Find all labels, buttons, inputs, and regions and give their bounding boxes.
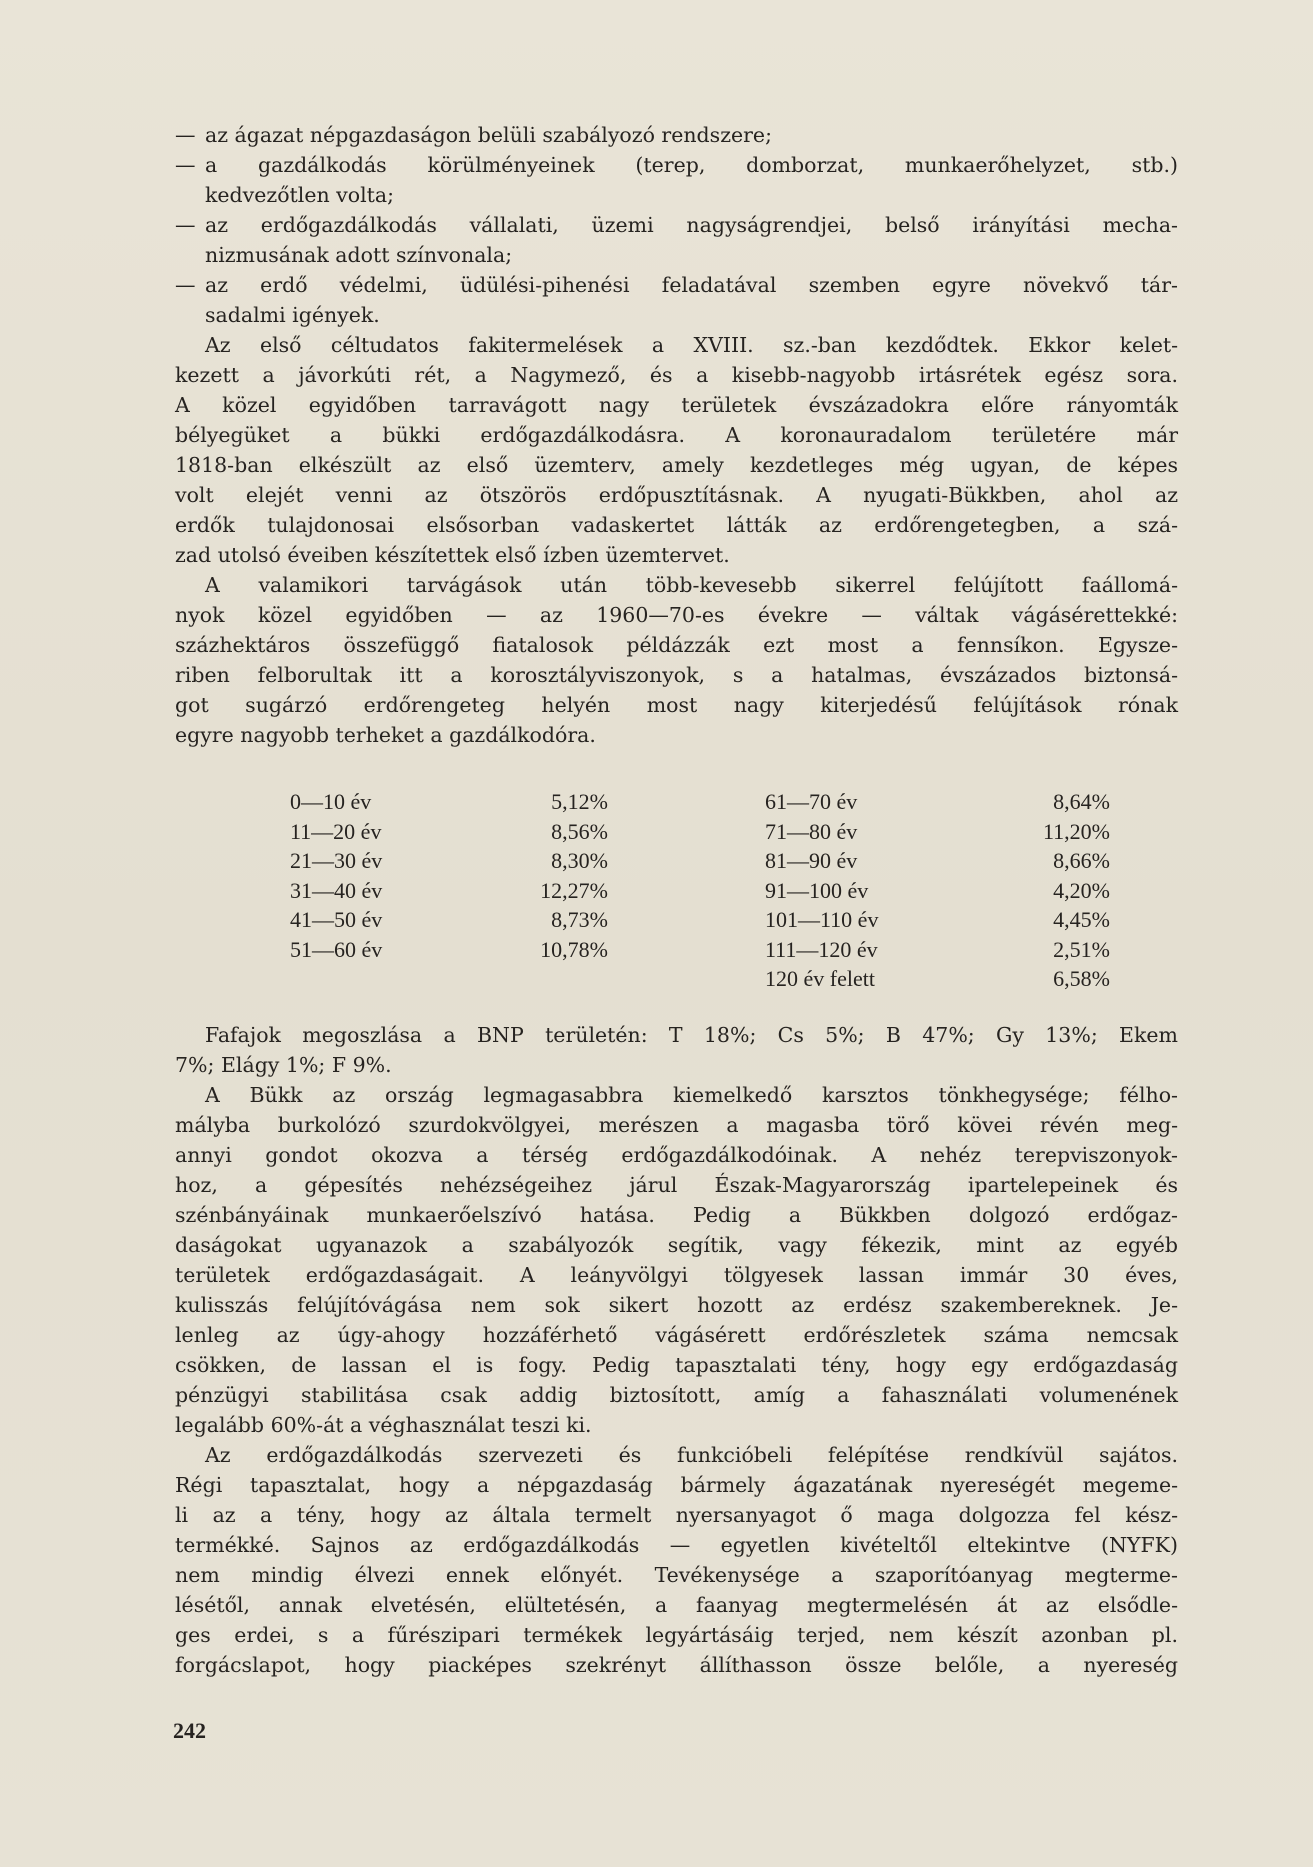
text-line: li az a tény, hogy az általa termelt nyersanyagot ő maga dolgozza fel kész-: [175, 1503, 1178, 1527]
text-line: területek erdőgazdaságait. A leányvölgyi tölgyesek lassan immár 30 éves,: [175, 1263, 1178, 1287]
percent-cell: 10,78%: [540, 936, 608, 962]
age-range-cell: 71—80 év: [765, 818, 858, 844]
text-line: bélyegüket a bükki erdőgazdálkodásra. A koronauradalom területére már: [175, 423, 1178, 447]
age-range-cell: 61—70 év: [765, 789, 858, 814]
list-item-continuation: sadalmi igények.: [205, 303, 380, 327]
text-line: A valamikori tarvágások után több-kevesebb sikerrel felújított faállomá-: [205, 573, 1178, 597]
list-item-continuation: kedvezőtlen volta;: [205, 183, 395, 207]
table-row: [290, 876, 1110, 906]
text-line: 1818-ban elkészült az első üzemterv, amely kezdetleges még ugyan, de képes: [175, 453, 1178, 477]
text-line: százhektáros összefüggő fiatalosok példázzák ezt most a fennsíkon. Egysze-: [175, 633, 1178, 657]
list-item: — az ágazat népgazdaságon belüli szabályozó rendszere;: [175, 120, 1178, 150]
percent-cell: 8,73%: [551, 907, 608, 932]
text-line: kezett a jávorkúti rét, a Nagymező, és a kisebb-nagyobb irtásrétek egész sora.: [175, 363, 1178, 387]
text-line: A közel egyidőben tarravágott nagy területek évszázadokra előre rányomták: [175, 393, 1178, 417]
table-row: [290, 846, 1110, 876]
percent-cell: 4,45%: [1053, 907, 1110, 932]
text-line: termékké. Sajnos az erdőgazdálkodás — egyetlen kivételtől eltekintve (NYFK): [175, 1533, 1178, 1557]
paragraph-organization: [175, 1440, 1178, 1680]
percent-cell: 5,12%: [551, 789, 608, 814]
percent-cell: 8,30%: [551, 848, 608, 873]
table-row: [290, 964, 1110, 994]
age-range-cell: 21—30 év: [290, 848, 383, 873]
table-row: [290, 817, 1110, 847]
list-item: — az erdőgazdálkodás vállalati, üzemi nagyságrendjei, belső irányítási mecha-: [175, 210, 1178, 240]
age-range-cell: 11—20 év: [290, 818, 382, 844]
age-range-cell: 91—100 év: [765, 877, 869, 903]
age-range-cell: 31—40 év: [290, 877, 383, 903]
percent-cell: 4,20%: [1053, 877, 1110, 903]
text-line: forgácslapot, hogy piacképes szekrényt állíthasson össze belőle, a nyereség: [175, 1653, 1178, 1677]
text-line: csökken, de lassan el is fogy. Pedig tapasztalati tény, hogy egy erdőgazdaság: [175, 1353, 1178, 1377]
table-row: [290, 905, 1110, 935]
text-line: kulisszás felújítóvágása nem sok sikert hozott az erdész szakembereknek. Je-: [175, 1293, 1178, 1317]
text-line: Régi tapasztalat, hogy a népgazdaság bármely ágazatának nyereségét megeme-: [175, 1473, 1178, 1497]
list-item: — az erdő védelmi, üdülési-pihenési feladatával szemben egyre növekvő tár-: [175, 270, 1178, 300]
text-line: zad utolsó éveiben készítettek első ízben üzemtervet.: [175, 543, 730, 567]
percent-cell: 8,66%: [1053, 848, 1110, 873]
text-line: daságokat ugyanazok a szabályozók segítik, vagy fékezik, mint az egyéb: [175, 1233, 1178, 1257]
text-line: Az erdőgazdálkodás szervezeti és funkcióbeli felépítése rendkívül sajátos.: [205, 1443, 1178, 1467]
paragraph-regeneration: [175, 570, 1178, 750]
age-range-cell: 51—60 év: [290, 936, 383, 962]
percent-cell: 8,56%: [551, 818, 608, 844]
text-line: szénbányáinak munkaerőelszívó hatása. Pedig a Bükkben dolgozó erdőgaz-: [175, 1203, 1178, 1227]
percent-cell: 11,20%: [1042, 818, 1110, 844]
text-line: pénzügyi stabilitása csak addig biztosított, amíg a fahasználati volumenének: [175, 1383, 1178, 1407]
text-line: mályba burkolózó szurdokvölgyei, merészen a magasba törő kövei révén meg-: [175, 1113, 1178, 1137]
table-row: [290, 935, 1110, 965]
text-line: egyre nagyobb terheket a gazdálkodóra.: [175, 723, 596, 747]
text-line: got sugárzó erdőrengeteg helyén most nagy kiterjedésű felújítások rónak: [175, 693, 1178, 717]
text-line: annyi gondot okozva a térség erdőgazdálkodóinak. A nehéz terepviszonyok-: [175, 1143, 1178, 1167]
text-line: erdők tulajdonosai elsősorban vadaskertet látták az erdőrengetegben, a szá-: [175, 513, 1178, 537]
text-line: legalább 60%-át a véghasználat teszi ki.: [175, 1413, 592, 1437]
age-range-cell: 81—90 év: [765, 848, 858, 873]
percent-cell: 8,64%: [1053, 789, 1110, 814]
list-item-continuation: nizmusának adott színvonala;: [205, 243, 513, 267]
paragraph-species: [175, 1020, 1178, 1080]
age-range-cell: 41—50 év: [290, 907, 383, 932]
paragraph-history: [175, 330, 1178, 570]
percent-cell: 6,58%: [1053, 966, 1110, 991]
text-line: 7%; Elágy 1%; F 9%.: [175, 1053, 392, 1077]
table-row: [290, 787, 1110, 817]
percent-cell: 2,51%: [1053, 936, 1110, 962]
text-line: nyok közel egyidőben — az 1960—70-es évekre — váltak vágásérettekké:: [175, 603, 1178, 627]
text-line: ges erdei, s a fűrészipari termékek legyártásáig terjed, nem készít azonban pl.: [175, 1623, 1178, 1647]
age-range-cell: 120 év felett: [765, 966, 875, 991]
text-line: A Bükk az ország legmagasabbra kiemelkedő karsztos tönkhegysége; félho-: [205, 1083, 1178, 1107]
text-line: nem mindig élvezi ennek előnyét. Tevékenysége a szaporítóanyag megterme-: [175, 1563, 1178, 1587]
text-line: Fafajok megoszlása a BNP területén: T 18%; Cs 5%; B 47%; Gy 13%; Ekem: [205, 1023, 1178, 1047]
text-line: lésétől, annak elvetésén, elültetésén, a faanyag megtermelésén át az elsődle-: [175, 1593, 1178, 1617]
text-line: volt elejét venni az ötszörös erdőpusztításnak. A nyugati-Bükkben, ahol az: [175, 483, 1178, 507]
page-number: 242: [173, 1718, 206, 1743]
paragraph-bukk: [175, 1080, 1178, 1440]
factor-list: [175, 120, 1178, 330]
percent-cell: 12,27%: [540, 877, 608, 903]
text-block-top: [175, 120, 1178, 750]
age-range-cell: 0—10 év: [290, 789, 372, 814]
list-item: — a gazdálkodás körülményeinek (terep, domborzat, munkaerőhelyzet, stb.): [175, 150, 1178, 180]
age-class-table: [290, 787, 1110, 994]
text-line: riben felborultak itt a korosztályviszonyok, s a hatalmas, évszázados biztonsá-: [175, 663, 1178, 687]
text-block-bottom: [175, 1020, 1178, 1680]
age-range-cell: 111—120 év: [765, 936, 878, 962]
text-line: Az első céltudatos fakitermelések a XVIII. sz.-ban kezdődtek. Ekkor kelet-: [205, 333, 1178, 357]
text-line: hoz, a gépesítés nehézségeihez járul Észak-Magyarország ipartelepeinek és: [175, 1173, 1178, 1197]
text-line: lenleg az úgy-ahogy hozzáférhető vágásérett erdőrészletek száma nemcsak: [175, 1323, 1178, 1347]
age-range-cell: 101—110 év: [765, 907, 879, 932]
